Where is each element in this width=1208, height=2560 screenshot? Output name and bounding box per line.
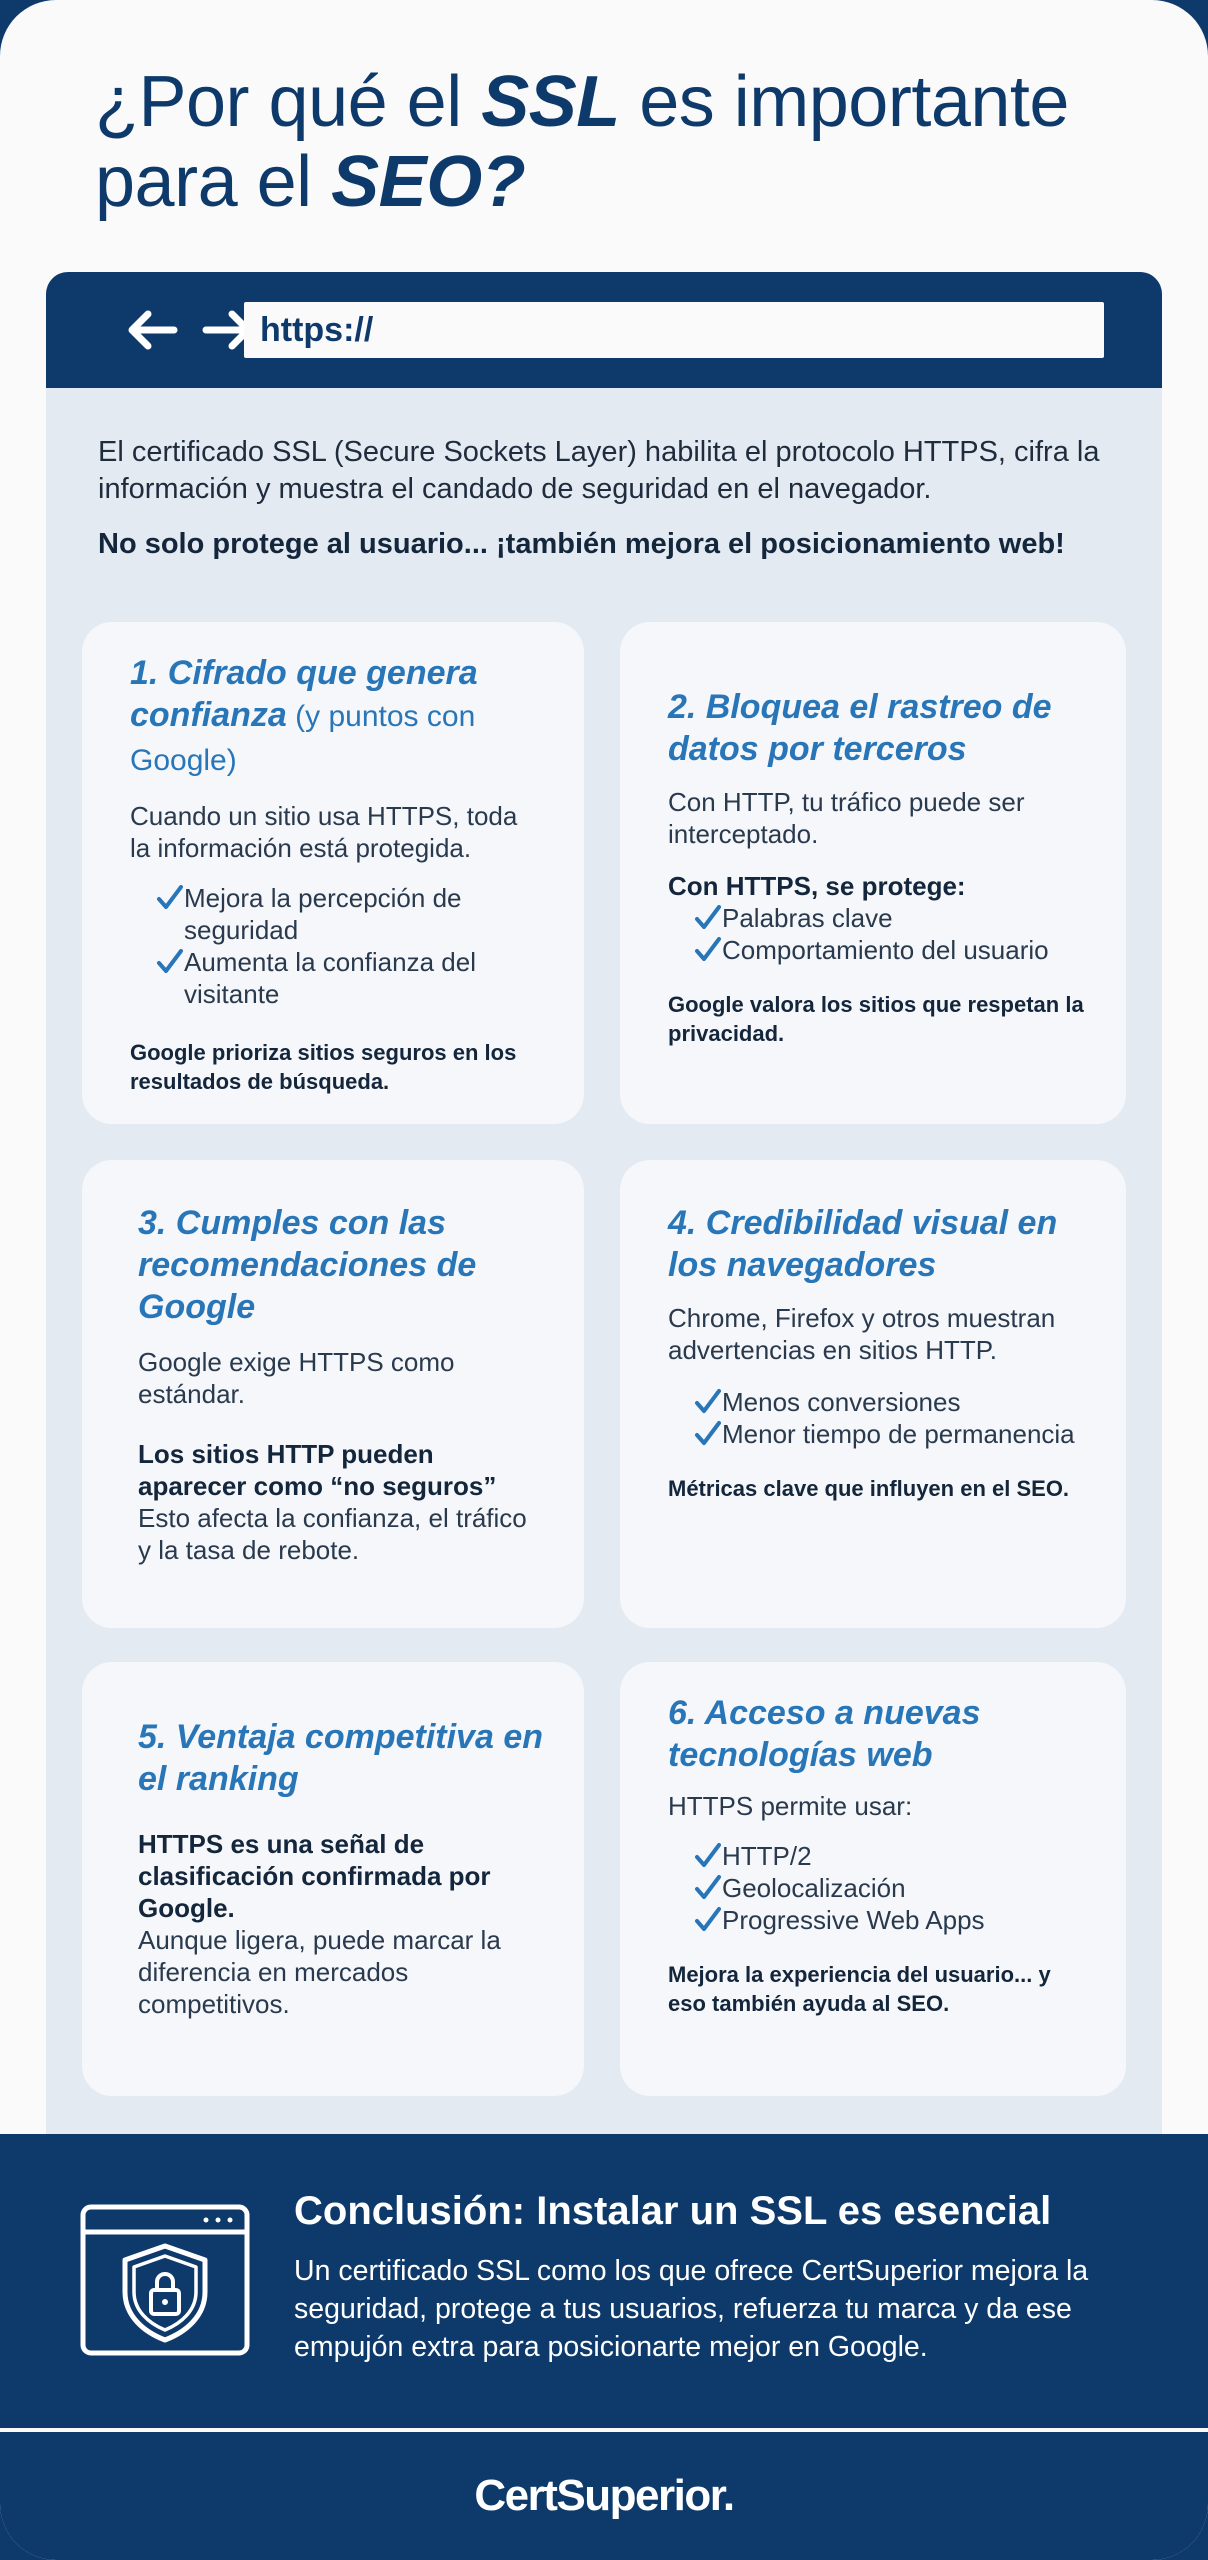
card-note: Google valora los sitios que respetan la privacidad. xyxy=(668,992,1084,1046)
conclusion-text: Un certificado SSL como los que ofrece CertSuperior mejora la seguridad, protege a tus usuarios, refuerza tu marca y da ese empujón extra para posicionarte mejor en Google. xyxy=(294,2255,1089,2363)
check-icon xyxy=(694,936,722,964)
conclusion-title: Conclusión: Instalar un SSL es esencial xyxy=(294,2189,1052,2233)
card-recomendaciones xyxy=(82,1160,584,1628)
back-arrow-icon xyxy=(124,308,178,352)
check-list xyxy=(668,902,1086,966)
card-title: 4. Credibilidad visual en los navegadores xyxy=(668,1204,1058,1284)
check-list xyxy=(130,882,544,1010)
card-text: Google exige HTTPS como estándar. xyxy=(138,1347,455,1409)
certsuperior-logo: CertSuperior. xyxy=(474,2471,734,2520)
card-title: 3. Cumples con las recomendaciones de Google xyxy=(138,1204,477,1326)
card-strong: Los sitios HTTP pueden aparecer como “no seguros” xyxy=(138,1439,497,1501)
intro-text: El certificado SSL (Secure Sockets Layer) habilita el protocolo HTTPS, cifra la información y muestra el candado de seguridad en el navegador. xyxy=(98,436,1100,505)
card-note: Métricas clave que influyen en el SEO. xyxy=(668,1476,1070,1501)
brand-footer xyxy=(0,2432,1208,2560)
card-tecnologias xyxy=(620,1662,1126,2096)
check-icon xyxy=(694,904,722,932)
browser-toolbar xyxy=(46,272,1162,388)
check-list xyxy=(668,1840,1086,1936)
check-icon xyxy=(694,1842,722,1870)
address-bar: https:// xyxy=(244,302,1104,358)
card-cifrado xyxy=(82,622,584,1124)
card-text-secondary: Esto afecta la confianza, el tráfico y la tasa de rebote. xyxy=(138,1503,527,1565)
card-note: Mejora la experiencia del usuario... y eso también ayuda al SEO. xyxy=(668,1962,1051,2016)
conclusion-section xyxy=(0,2134,1208,2428)
card-title: 5. Ventaja competitiva en el ranking xyxy=(138,1718,543,1798)
list-item: Comportamiento del usuario xyxy=(694,934,1086,966)
list-item: Aumenta la confianza del visitante xyxy=(156,946,544,1010)
card-strong: Con HTTPS, se protege: xyxy=(668,871,966,901)
card-note: Google prioriza sitios seguros en los resultados de búsqueda. xyxy=(130,1040,517,1094)
intro-highlight: No solo protege al usuario... ¡también mejora el posicionamiento web! xyxy=(98,528,1065,560)
check-icon xyxy=(694,1874,722,1902)
page-title: ¿Por qué el SSL es importante para el SEO? xyxy=(95,62,1069,222)
check-icon xyxy=(694,1906,722,1934)
shield-lock-browser-icon xyxy=(80,2204,250,2356)
check-icon xyxy=(694,1420,722,1448)
list-item: Menor tiempo de permanencia xyxy=(694,1418,1086,1450)
list-item: Geolocalización xyxy=(694,1872,1086,1904)
card-rastreo xyxy=(620,622,1126,1124)
check-list xyxy=(668,1386,1086,1450)
card-title: 6. Acceso a nuevas tecnologías web xyxy=(668,1694,981,1774)
check-icon xyxy=(694,1388,722,1416)
list-item: Palabras clave xyxy=(694,902,1086,934)
list-item: Menos conversiones xyxy=(694,1386,1086,1418)
list-item: Mejora la percepción de seguridad xyxy=(156,882,544,946)
card-text: Con HTTP, tu tráfico puede ser interceptado. xyxy=(668,787,1025,849)
card-title: 2. Bloquea el rastreo de datos por terceros xyxy=(668,688,1052,768)
card-strong: HTTPS es una señal de clasificación confirmada por Google. xyxy=(138,1829,491,1923)
card-text: Chrome, Firefox y otros muestran advertencias en sitios HTTP. xyxy=(668,1303,1056,1365)
card-text: Cuando un sitio usa HTTPS, toda la información está protegida. xyxy=(130,801,518,863)
check-icon xyxy=(156,884,184,912)
card-credibilidad xyxy=(620,1160,1126,1628)
card-text-secondary: Aunque ligera, puede marcar la diferencia en mercados competitivos. xyxy=(138,1925,501,2019)
card-title: 1. Cifrado que genera confianza (y puntos con Google) xyxy=(130,654,478,777)
card-ventaja xyxy=(82,1662,584,2096)
content-panel xyxy=(46,388,1162,2134)
list-item: Progressive Web Apps xyxy=(694,1904,1086,1936)
check-icon xyxy=(156,948,184,976)
list-item: HTTP/2 xyxy=(694,1840,1086,1872)
card-text: HTTPS permite usar: xyxy=(668,1791,913,1821)
